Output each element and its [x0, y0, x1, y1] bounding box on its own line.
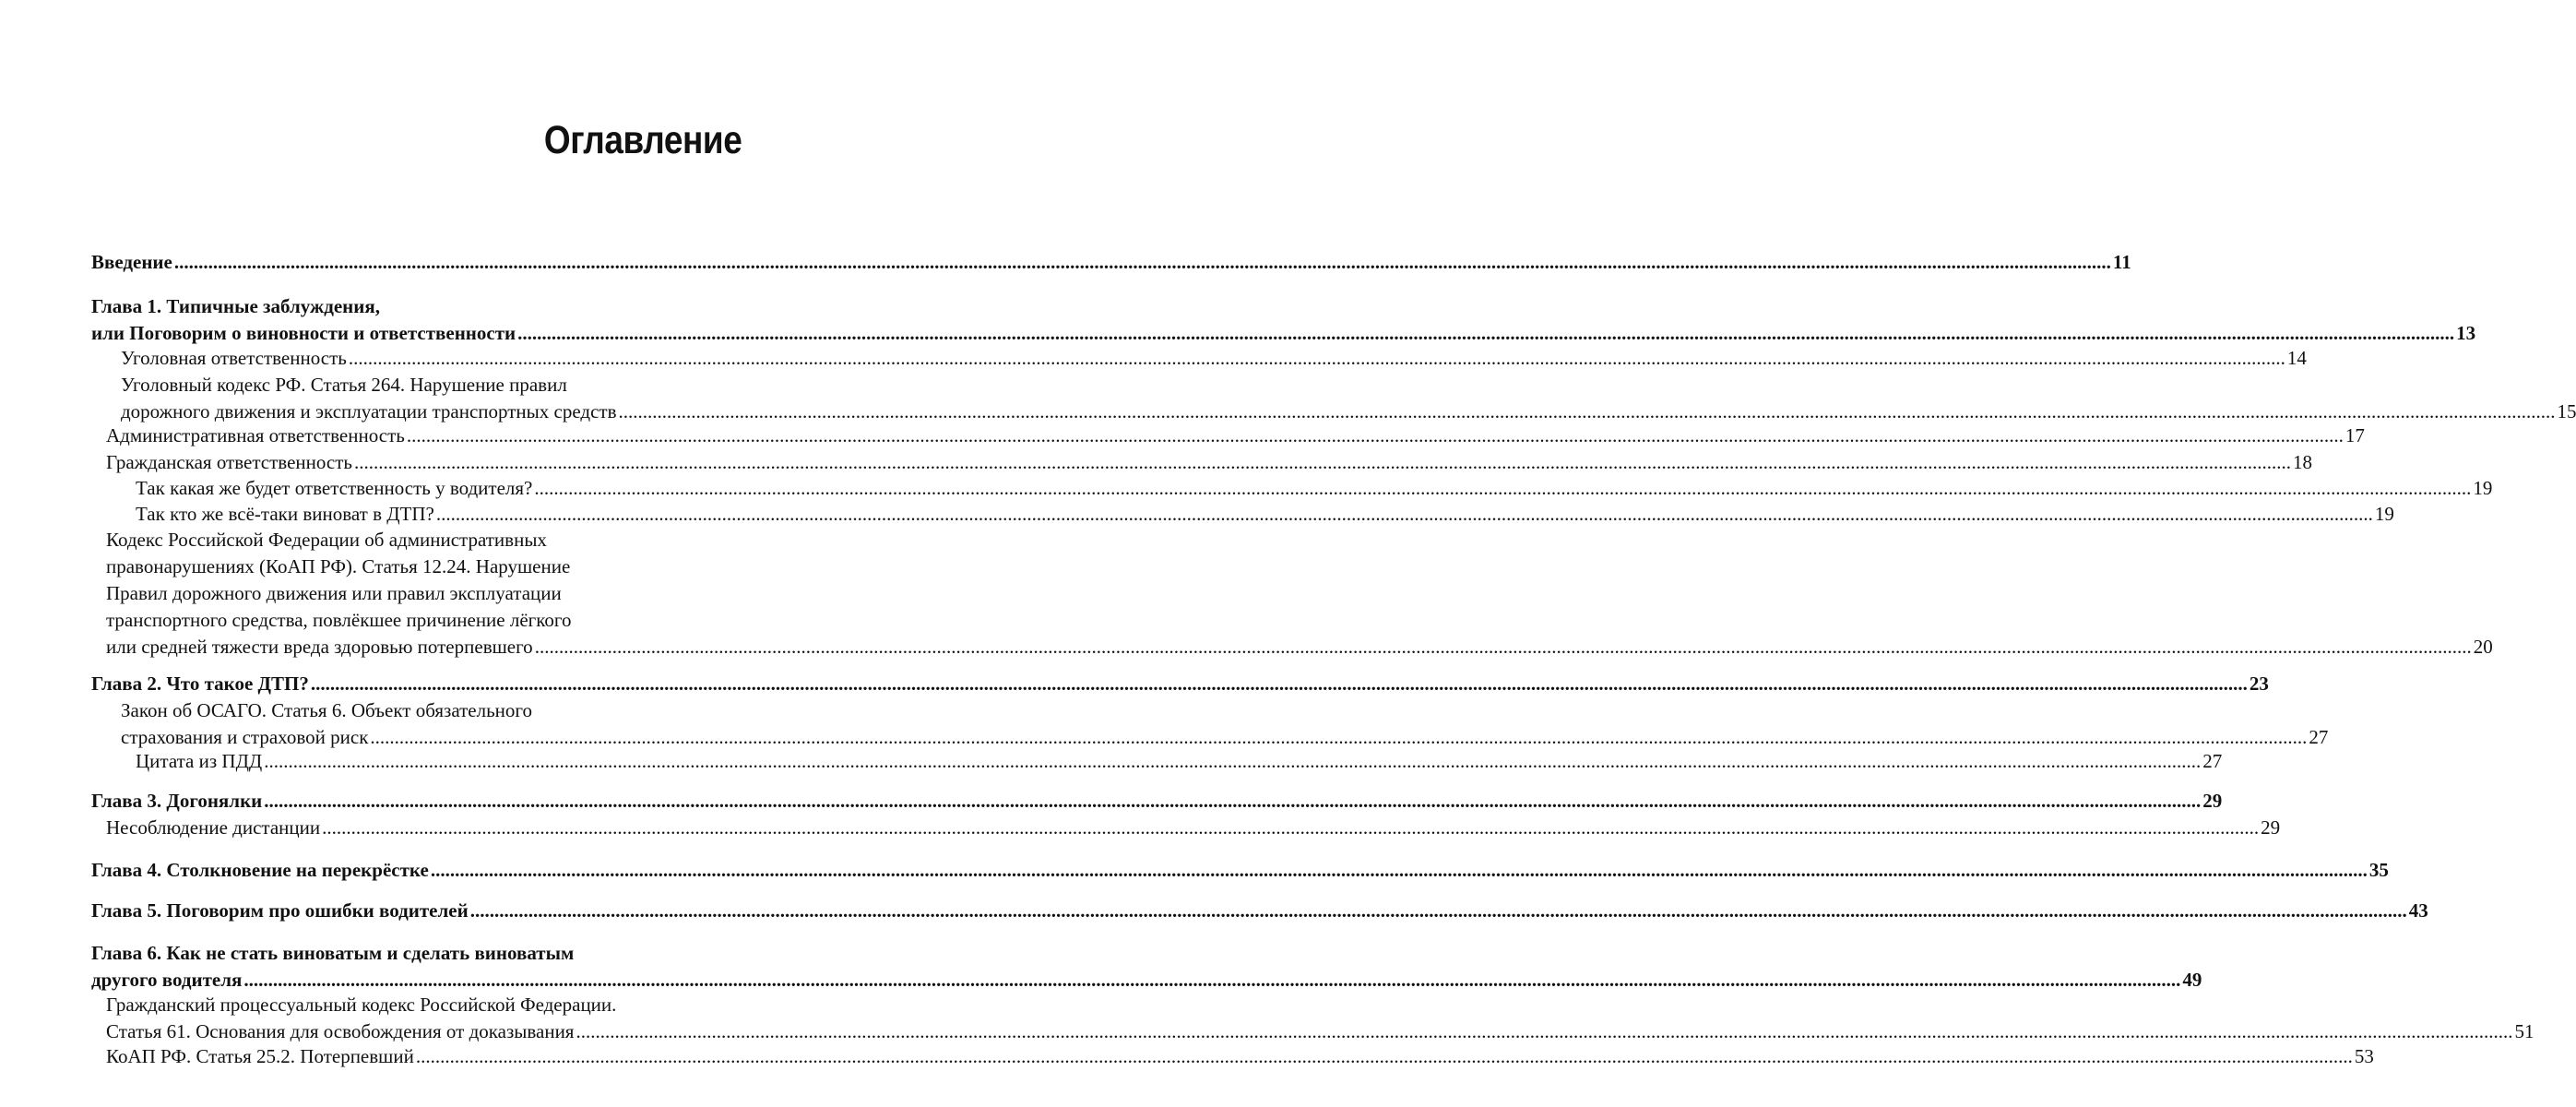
toc-entry-line: Кодекс Российской Федерации об административных: [106, 529, 547, 551]
dot-leader: ................................................................................................................................................................................................................................................................................................................................................................................................................: [415, 1045, 2353, 1067]
toc-entry-text: другого водителя: [91, 969, 243, 991]
toc-entry-last-line: [136, 475, 2493, 502]
toc-entry-last-line: [91, 898, 2428, 924]
toc-entry-last-line: [106, 634, 2493, 661]
dot-leader: ................................................................................................................................................................................................................................................................................................................................................................................................................: [534, 477, 2472, 499]
dot-leader: ................................................................................................................................................................................................................................................................................................................................................................................................................: [264, 790, 2202, 812]
toc-entry-text: Статья 61. Основания для освобождения от доказывания: [106, 1020, 575, 1042]
toc-entry[interactable]: [91, 940, 2202, 994]
toc-entry-text: Так какая же будет ответственность у водителя?: [136, 477, 533, 499]
toc-entry-text: Уголовная ответственность: [121, 347, 347, 369]
dot-leader: ................................................................................................................................................................................................................................................................................................................................................................................................................: [534, 636, 2472, 658]
toc-entry-last-line: [91, 671, 2269, 697]
toc-entry-text: Цитата из ПДД: [136, 750, 263, 772]
toc-entry[interactable]: [106, 449, 2312, 476]
toc-entry-text: Гражданская ответственность: [106, 451, 352, 473]
toc-entry[interactable]: [91, 249, 2131, 276]
toc-entry-text: или Поговорим о виновности и ответственности: [91, 322, 516, 344]
toc-entry[interactable]: [91, 293, 2476, 347]
toc-entry-last-line: [136, 501, 2394, 528]
page-number: 27: [2309, 726, 2329, 748]
toc-entry[interactable]: [106, 1043, 2374, 1070]
toc-entry-text: страхования и страховой риск: [121, 726, 369, 748]
toc-entry[interactable]: [91, 788, 2223, 815]
toc-entry-last-line: [106, 815, 2281, 841]
page-number: 15: [2557, 400, 2576, 423]
dot-leader: ................................................................................................................................................................................................................................................................................................................................................................................................................: [576, 1020, 2513, 1042]
page-number: 13: [2456, 322, 2476, 344]
toc-entry-last-line: [91, 857, 2389, 884]
page-number: 20: [2473, 636, 2493, 658]
page-number: 11: [2112, 251, 2131, 273]
toc-entry-last-line: [91, 249, 2131, 276]
toc-entry-text: Административная ответственность: [106, 424, 405, 446]
dot-leader: ................................................................................................................................................................................................................................................................................................................................................................................................................: [264, 750, 2202, 772]
toc-entry[interactable]: [106, 815, 2281, 841]
toc-entry[interactable]: [136, 501, 2394, 528]
toc-entry-text: дорожного движения и эксплуатации транспортных средств: [121, 400, 617, 423]
toc-entry-last-line: [136, 748, 2223, 775]
toc-entry-line: Уголовный кодекс РФ. Статья 264. Нарушение правил: [121, 374, 567, 396]
page-number: 17: [2345, 424, 2365, 446]
dot-leader: ................................................................................................................................................................................................................................................................................................................................................................................................................: [430, 859, 2368, 881]
page-number: 19: [2374, 503, 2394, 525]
toc-entry-text: Глава 4. Столкновение на перекрёстке: [91, 859, 429, 881]
toc-entry-last-line: [106, 1018, 2534, 1045]
dot-leader: ................................................................................................................................................................................................................................................................................................................................................................................................................: [370, 726, 2308, 748]
page-number: 18: [2292, 451, 2312, 473]
toc-entry-text: Введение: [91, 251, 172, 273]
page-title: Оглавление: [543, 118, 742, 162]
toc-entry[interactable]: [106, 992, 2534, 1045]
toc-entry-last-line: [91, 788, 2223, 815]
page-number: 29: [2202, 790, 2223, 812]
toc-entry-last-line: [106, 423, 2365, 449]
page-number: 29: [2261, 816, 2281, 839]
toc-entry-line: Закон об ОСАГО. Статья 6. Объект обязательного: [121, 699, 532, 721]
dot-leader: ................................................................................................................................................................................................................................................................................................................................................................................................................: [348, 347, 2285, 369]
page-number: 35: [2368, 859, 2389, 881]
toc-entry-text: или средней тяжести вреда здоровью потерпевшего: [106, 636, 533, 658]
toc-entry-text: КоАП РФ. Статья 25.2. Потерпевший: [106, 1045, 414, 1067]
page-number: 27: [2202, 750, 2223, 772]
dot-leader: ................................................................................................................................................................................................................................................................................................................................................................................................................: [310, 673, 2248, 695]
toc-entry-last-line: [121, 399, 2576, 425]
toc-entry[interactable]: [121, 345, 2307, 372]
dot-leader: ................................................................................................................................................................................................................................................................................................................................................................................................................: [618, 400, 2556, 423]
toc-entry[interactable]: [106, 423, 2365, 449]
dot-leader: ................................................................................................................................................................................................................................................................................................................................................................................................................: [517, 322, 2455, 344]
page-number: 23: [2249, 673, 2269, 695]
toc-entry-text: Глава 5. Поговорим про ошибки водителей: [91, 899, 469, 922]
dot-leader: ................................................................................................................................................................................................................................................................................................................................................................................................................: [322, 816, 2260, 839]
page-number: 14: [2286, 347, 2307, 369]
dot-leader: ................................................................................................................................................................................................................................................................................................................................................................................................................: [353, 451, 2291, 473]
toc-entry-last-line: [91, 967, 2202, 994]
toc-entry-text: Глава 3. Догонялки: [91, 790, 263, 812]
toc-entry-last-line: [121, 724, 2329, 751]
toc-entry-last-line: [121, 345, 2307, 372]
toc-entry-last-line: [106, 449, 2312, 476]
page-number: 49: [2182, 969, 2202, 991]
toc-entry-last-line: [106, 1043, 2374, 1070]
toc-entry-text: Так кто же всё-таки виноват в ДТП?: [136, 503, 434, 525]
toc-entry-text: Несоблюдение дистанции: [106, 816, 321, 839]
toc-entry[interactable]: [136, 475, 2493, 502]
toc-entry[interactable]: [121, 372, 2576, 425]
toc-entry[interactable]: [91, 898, 2428, 924]
toc-entry-line: Глава 1. Типичные заблуждения,: [91, 295, 380, 317]
dot-leader: ................................................................................................................................................................................................................................................................................................................................................................................................................: [173, 251, 2111, 273]
toc-entry[interactable]: [136, 748, 2223, 775]
toc-entry-last-line: [91, 320, 2476, 347]
dot-leader: ................................................................................................................................................................................................................................................................................................................................................................................................................: [469, 899, 2407, 922]
toc-entry[interactable]: [121, 697, 2329, 751]
page-number: 53: [2354, 1045, 2374, 1067]
dot-leader: ................................................................................................................................................................................................................................................................................................................................................................................................................: [243, 969, 2181, 991]
toc-entry-text: Глава 2. Что такое ДТП?: [91, 673, 309, 695]
page-number: 51: [2514, 1020, 2534, 1042]
page-number: 43: [2408, 899, 2428, 922]
dot-leader: ................................................................................................................................................................................................................................................................................................................................................................................................................: [435, 503, 2373, 525]
page-number: 19: [2473, 477, 2493, 499]
toc-entry[interactable]: [106, 527, 2493, 661]
dot-leader: ................................................................................................................................................................................................................................................................................................................................................................................................................: [406, 424, 2344, 446]
toc-entry-line: правонарушениях (КоАП РФ). Статья 12.24. Нарушение: [106, 555, 571, 577]
toc-entry-line: Правил дорожного движения или правил эксплуатации: [106, 582, 562, 604]
toc-entry-line: Глава 6. Как не стать виноватым и сделать виноватым: [91, 942, 575, 964]
toc-entry[interactable]: [91, 857, 2389, 884]
toc-entry-line: транспортного средства, повлёкшее причинение лёгкого: [106, 609, 572, 631]
toc-entry[interactable]: [91, 671, 2269, 697]
toc-entry-line: Гражданский процессуальный кодекс Российской Федерации.: [106, 994, 617, 1016]
